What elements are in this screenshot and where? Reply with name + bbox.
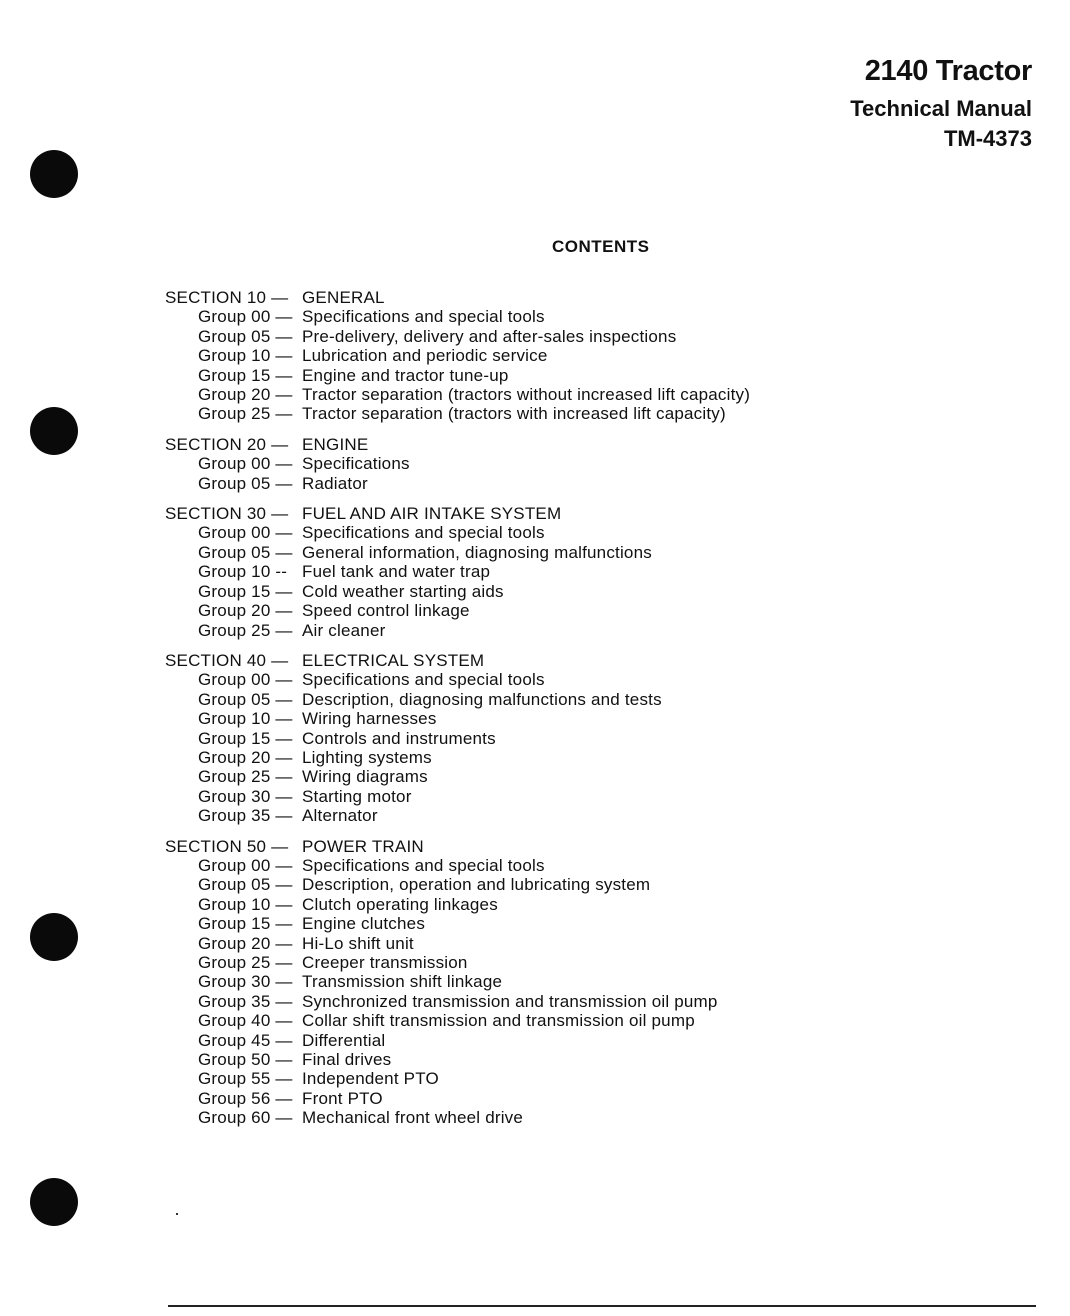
group-entry bbox=[165, 601, 750, 620]
group-number: Group 00 — bbox=[198, 454, 293, 474]
group-number: Group 20 — bbox=[198, 933, 293, 953]
toc-section bbox=[165, 435, 750, 493]
group-name: Lubrication and periodic service bbox=[302, 346, 548, 366]
group-entry bbox=[165, 621, 750, 640]
group-entry bbox=[165, 729, 750, 748]
group-entry bbox=[165, 404, 750, 423]
group-number: Group 10 -- bbox=[198, 562, 288, 582]
group-entry bbox=[165, 856, 750, 875]
section-number: SECTION 20 — bbox=[165, 434, 289, 454]
group-entry bbox=[165, 690, 750, 709]
document-title: 2140 Tractor bbox=[864, 55, 1032, 87]
group-number: Group 20 — bbox=[198, 385, 293, 405]
group-entry bbox=[165, 953, 750, 972]
group-name: Pre-delivery, delivery and after-sales inspections bbox=[302, 326, 677, 346]
group-name: Starting motor bbox=[302, 786, 412, 806]
group-number: Group 00 — bbox=[198, 670, 293, 690]
binder-hole-3 bbox=[30, 913, 78, 961]
group-entry bbox=[165, 914, 750, 933]
group-name: Specifications and special tools bbox=[302, 523, 545, 543]
toc-section bbox=[165, 504, 750, 640]
section-number: SECTION 40 — bbox=[165, 650, 289, 670]
section-heading bbox=[165, 837, 750, 856]
group-entry bbox=[165, 895, 750, 914]
group-entry bbox=[165, 1031, 750, 1050]
group-name: Description, diagnosing malfunctions and tests bbox=[302, 689, 662, 709]
contents-heading: CONTENTS bbox=[552, 237, 650, 256]
binder-hole-2 bbox=[30, 407, 78, 455]
group-number: Group 00 — bbox=[198, 855, 293, 875]
section-heading bbox=[165, 435, 750, 454]
group-name: Specifications and special tools bbox=[302, 670, 545, 690]
group-name: Front PTO bbox=[302, 1088, 383, 1108]
group-entry bbox=[165, 454, 750, 473]
section-number: SECTION 30 — bbox=[165, 504, 289, 524]
group-name: Final drives bbox=[302, 1050, 392, 1070]
group-name: Tractor separation (tractors without increased lift capacity) bbox=[302, 385, 751, 405]
group-entry bbox=[165, 523, 750, 542]
group-number: Group 25 — bbox=[198, 620, 293, 640]
document-subtitle: Technical Manual bbox=[850, 96, 1032, 121]
group-name: Mechanical front wheel drive bbox=[302, 1108, 524, 1128]
group-number: Group 45 — bbox=[198, 1030, 293, 1050]
group-number: Group 30 — bbox=[198, 972, 293, 992]
section-name: GENERAL bbox=[302, 288, 385, 307]
group-number: Group 25 — bbox=[198, 953, 293, 972]
group-entry bbox=[165, 709, 750, 728]
group-number: Group 15 — bbox=[198, 728, 293, 748]
group-name: Specifications bbox=[302, 454, 410, 474]
group-entry bbox=[165, 366, 750, 385]
group-entry bbox=[165, 875, 750, 894]
group-name: Controls and instruments bbox=[302, 728, 496, 748]
group-name: Alternator bbox=[302, 806, 378, 826]
group-number: Group 56 — bbox=[198, 1088, 293, 1108]
group-entry bbox=[165, 582, 750, 601]
group-entry bbox=[165, 562, 750, 581]
group-number: Group 55 — bbox=[198, 1069, 293, 1089]
group-name: General information, diagnosing malfunctions bbox=[302, 542, 652, 562]
group-name: Specifications and special tools bbox=[302, 855, 545, 875]
group-entry bbox=[165, 327, 750, 346]
group-entry bbox=[165, 307, 750, 326]
group-name: Cold weather starting aids bbox=[302, 581, 504, 601]
bottom-rule bbox=[168, 1305, 1036, 1307]
document-header bbox=[850, 52, 1032, 154]
toc-section bbox=[165, 651, 750, 826]
group-name: Engine and tractor tune-up bbox=[302, 365, 509, 385]
section-name: FUEL AND AIR INTAKE SYSTEM bbox=[302, 504, 562, 524]
group-number: Group 15 — bbox=[198, 914, 293, 934]
group-name: Independent PTO bbox=[302, 1069, 439, 1089]
group-number: Group 05 — bbox=[198, 326, 293, 346]
group-number: Group 60 — bbox=[198, 1108, 293, 1128]
group-number: Group 30 — bbox=[198, 786, 293, 806]
group-name: Engine clutches bbox=[302, 914, 426, 934]
group-name: Air cleaner bbox=[302, 620, 386, 640]
group-number: Group 25 — bbox=[198, 404, 293, 424]
group-entry bbox=[165, 1108, 750, 1127]
toc-section bbox=[165, 288, 750, 424]
group-number: Group 40 — bbox=[198, 1011, 293, 1031]
group-number: Group 05 — bbox=[198, 875, 293, 895]
section-number: SECTION 50 — bbox=[165, 836, 289, 856]
group-name: Description, operation and lubricating system bbox=[302, 875, 651, 895]
group-name: Fuel tank and water trap bbox=[302, 562, 491, 582]
group-number: Group 10 — bbox=[198, 709, 293, 729]
group-entry bbox=[165, 1069, 750, 1088]
document-code: TM-4373 bbox=[943, 126, 1032, 151]
group-entry bbox=[165, 972, 750, 991]
section-name: ELECTRICAL SYSTEM bbox=[302, 650, 485, 670]
group-entry bbox=[165, 1011, 750, 1030]
group-name: Wiring harnesses bbox=[302, 709, 437, 729]
group-entry bbox=[165, 748, 750, 767]
group-name: Differential bbox=[302, 1030, 386, 1050]
group-number: Group 10 — bbox=[198, 346, 293, 366]
section-heading bbox=[165, 651, 750, 670]
group-entry bbox=[165, 1050, 750, 1069]
group-number: Group 00 — bbox=[198, 307, 293, 327]
group-entry bbox=[165, 787, 750, 806]
group-number: Group 20 — bbox=[198, 601, 293, 621]
section-name: ENGINE bbox=[302, 434, 369, 454]
group-name: Specifications and special tools bbox=[302, 307, 545, 327]
group-name: Radiator bbox=[302, 473, 368, 493]
group-number: Group 50 — bbox=[198, 1050, 293, 1070]
speck bbox=[176, 1213, 178, 1215]
group-name: Hi-Lo shift unit bbox=[302, 933, 414, 953]
toc-section bbox=[165, 837, 750, 1128]
group-name: Clutch operating linkages bbox=[302, 894, 498, 914]
group-name: Creeper transmission bbox=[302, 953, 468, 972]
group-entry bbox=[165, 1089, 750, 1108]
group-entry bbox=[165, 992, 750, 1011]
group-entry bbox=[165, 346, 750, 365]
table-of-contents bbox=[165, 288, 750, 1139]
group-entry bbox=[165, 474, 750, 493]
binder-hole-4 bbox=[30, 1178, 78, 1226]
group-number: Group 15 — bbox=[198, 365, 293, 385]
binder-hole-1 bbox=[30, 150, 78, 198]
group-name: Synchronized transmission and transmission oil pump bbox=[302, 991, 718, 1011]
group-name: Collar shift transmission and transmission oil pump bbox=[302, 1011, 695, 1031]
group-number: Group 35 — bbox=[198, 991, 293, 1011]
section-number: SECTION 10 — bbox=[165, 288, 289, 307]
group-entry bbox=[165, 543, 750, 562]
group-number: Group 15 — bbox=[198, 581, 293, 601]
section-name: POWER TRAIN bbox=[302, 836, 424, 856]
group-number: Group 00 — bbox=[198, 523, 293, 543]
group-name: Wiring diagrams bbox=[302, 767, 428, 787]
group-number: Group 25 — bbox=[198, 767, 293, 787]
section-heading bbox=[165, 504, 750, 523]
group-number: Group 05 — bbox=[198, 689, 293, 709]
group-entry bbox=[165, 670, 750, 689]
group-name: Lighting systems bbox=[302, 747, 432, 767]
group-entry bbox=[165, 934, 750, 953]
group-number: Group 10 — bbox=[198, 894, 293, 914]
group-number: Group 35 — bbox=[198, 806, 293, 826]
group-number: Group 05 — bbox=[198, 542, 293, 562]
group-name: Transmission shift linkage bbox=[302, 972, 503, 992]
section-heading bbox=[165, 288, 750, 307]
group-name: Tractor separation (tractors with increased lift capacity) bbox=[302, 404, 726, 424]
group-name: Speed control linkage bbox=[302, 601, 470, 621]
group-number: Group 05 — bbox=[198, 473, 293, 493]
group-number: Group 20 — bbox=[198, 747, 293, 767]
group-entry bbox=[165, 767, 750, 786]
group-entry bbox=[165, 806, 750, 825]
group-entry bbox=[165, 385, 750, 404]
